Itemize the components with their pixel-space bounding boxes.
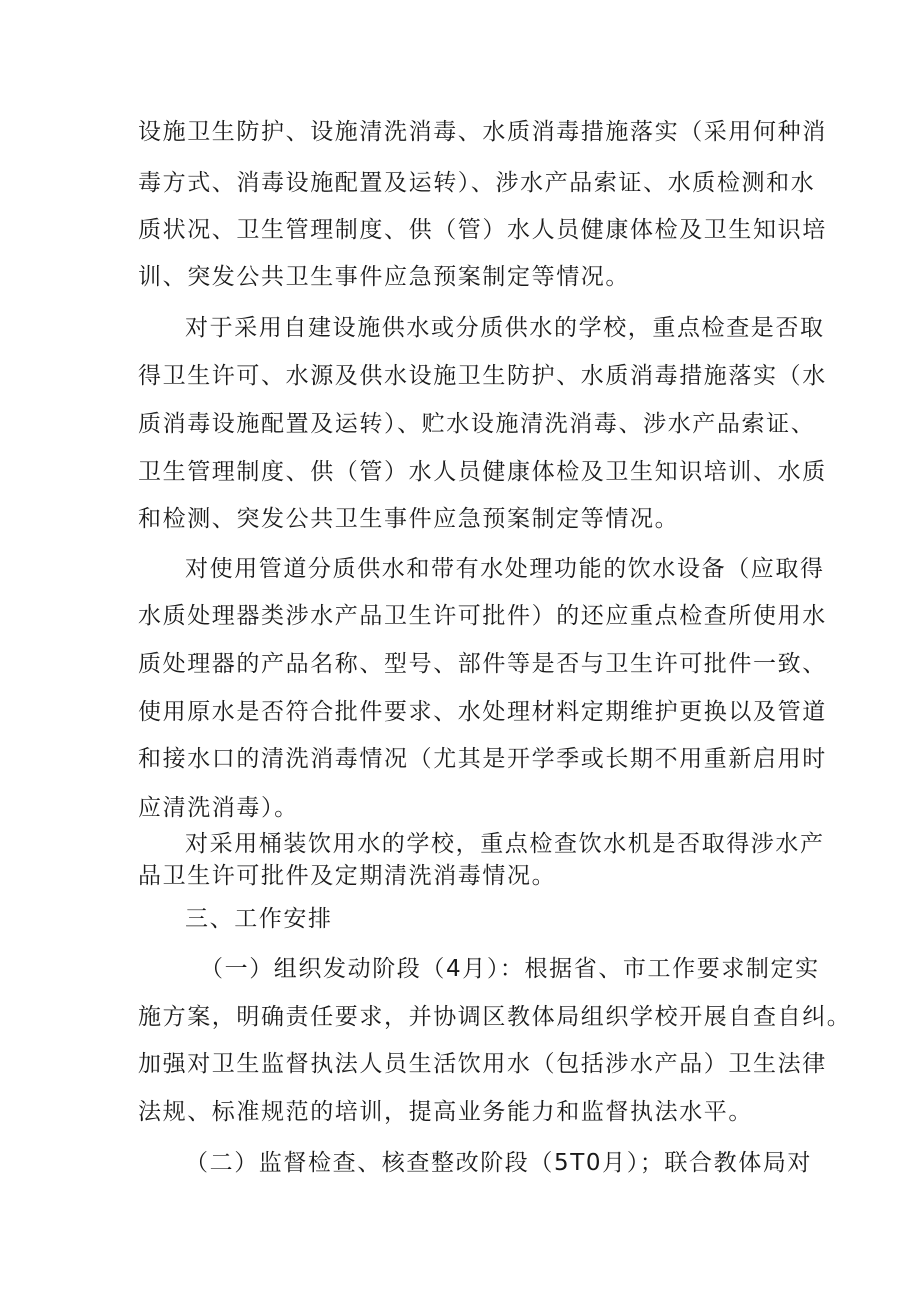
text-line: 使用原水是否符合批件要求、水处理材料定期维护更换以及管道 [138,699,827,725]
text-line: 应清洗消毒）。 [138,795,299,821]
section-heading: 三、工作安排 [185,906,333,932]
text-line: 法规、标准规范的培训，提高业务能力和监督执法水平。 [138,1099,753,1125]
text-line: 质消毒设施配置及运转）、贮水设施清洗消毒、涉水产品索证、 [138,411,816,437]
text-line: 卫生管理制度、供（管）水人员健康体检及卫生知识培训、水质 [138,459,827,485]
text-line: 质处理器的产品名称、型号、部件等是否与卫生许可批件一致、 [138,651,827,677]
text-line: 和接水口的清洗消毒情况（尤其是开学季或长期不用重新启用时 [138,746,827,772]
text-line: 品卫生许可批件及定期清洗消毒情况。 [138,863,557,889]
text-line: （一）组织发动阶段（4月）：根据省、市工作要求制定实 [200,956,820,982]
text-line: 训、突发公共卫生事件应急预案制定等情况。 [138,264,630,290]
text-line: 毒方式、消毒设施配置及运转）、涉水产品索证、水质检测和水 [138,170,816,196]
text-line: （二）监督检查、核查整改阶段（5T0月）；联合教体局对 [185,1150,813,1176]
text-line: 对使用管道分质供水和带有水处理功能的饮水设备（应取得 [185,556,825,582]
text-line: 和检测、突发公共卫生事件应急预案制定等情况。 [138,506,680,532]
text-line: 得卫生许可、水源及供水设施卫生防护、水质消毒措施落实（水 [138,363,827,389]
text-line: 施方案，明确责任要求，并协调区教体局组织学校开展自查自纠。 [138,1004,852,1030]
text-line: 水质处理器类涉水产品卫生许可批件）的还应重点检查所使用水 [138,603,827,629]
text-line: 设施卫生防护、设施清洗消毒、水质消毒措施落实（采用何种消 [138,119,827,145]
text-line: 对于采用自建设施供水或分质供水的学校，重点检查是否取 [185,315,825,341]
text-line: 质状况、卫生管理制度、供（管）水人员健康体检及卫生知识培 [138,217,827,243]
text-line: 对采用桶装饮用水的学校，重点检查饮水机是否取得涉水产 [185,831,825,857]
text-line: 加强对卫生监督执法人员生活饮用水（包括涉水产品）卫生法律 [138,1051,827,1077]
